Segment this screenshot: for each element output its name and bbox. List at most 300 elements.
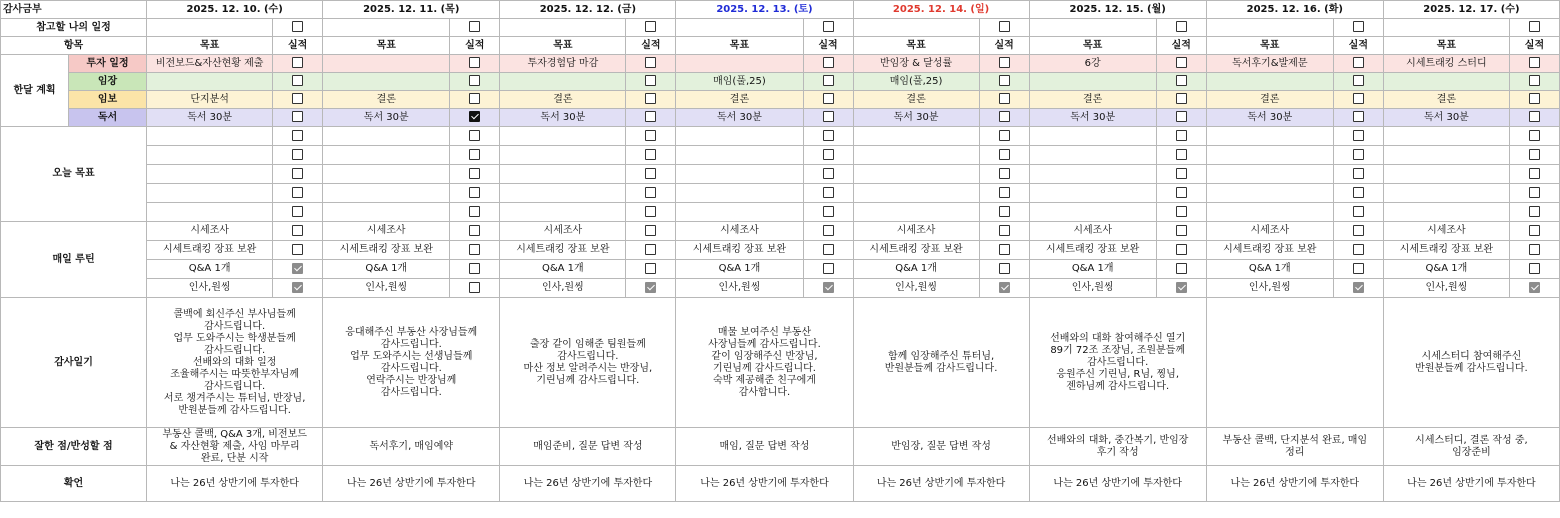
monthly-checkbox[interactable]: [1529, 111, 1540, 122]
today-goal-cell[interactable]: [1029, 203, 1156, 222]
today-goal-checkbox[interactable]: [1353, 149, 1364, 160]
monthly-goal[interactable]: 독서 30분: [500, 109, 626, 127]
ref-schedule-cell[interactable]: [1206, 19, 1333, 37]
monthly-checkbox[interactable]: [999, 93, 1010, 104]
good-bad-entry[interactable]: 선배와의 대화, 중간복기, 반임장 후기 작성: [1029, 428, 1206, 466]
monthly-checkbox[interactable]: [469, 93, 480, 104]
today-goal-cell[interactable]: [1029, 165, 1156, 184]
monthly-goal[interactable]: 독서 30분: [1206, 109, 1333, 127]
today-goal-cell[interactable]: [676, 127, 803, 146]
ref-schedule-cell[interactable]: [323, 19, 450, 37]
routine-checkbox[interactable]: [292, 225, 303, 236]
today-goal-checkbox[interactable]: [1529, 149, 1540, 160]
monthly-item-label: 임장: [69, 73, 147, 91]
today-goal-check-cell: [626, 146, 676, 165]
today-goal-checkbox[interactable]: [1529, 168, 1540, 179]
today-goal-checkbox[interactable]: [645, 130, 656, 141]
routine-check-cell: [273, 279, 323, 298]
routine-item: Q&A 1개: [500, 260, 626, 279]
routine-checkbox[interactable]: [645, 282, 656, 293]
gratitude-entry[interactable]: 콜백에 회신주신 부사님들께 감사드립니다. 업무 도와주시는 학생분들께 감사드립니다. 선배와의 대화 일정 조율해주시는 따뜻한부자님께 감사드립니다. 서로 챙겨주시는 튜터님, 반장님, 반원분들께 감사드립니다.: [147, 298, 323, 428]
ref-schedule-checkbox[interactable]: [1176, 21, 1187, 32]
today-goal-check-cell: [273, 146, 323, 165]
routine-checkbox[interactable]: [645, 263, 656, 274]
monthly-goal[interactable]: 독서 30분: [147, 109, 273, 127]
today-goal-cell[interactable]: [1029, 184, 1156, 203]
today-goal-checkbox[interactable]: [1529, 130, 1540, 141]
today-goal-checkbox[interactable]: [999, 149, 1010, 160]
monthly-check-cell: [1509, 55, 1559, 73]
routine-check-cell: [450, 222, 500, 241]
result-header: 실적: [626, 37, 676, 55]
today-goal-cell[interactable]: [500, 146, 626, 165]
routine-check-cell: [1333, 279, 1383, 298]
today-goal-check-cell: [1509, 184, 1559, 203]
monthly-goal[interactable]: [1383, 73, 1509, 91]
monthly-check-cell: [450, 73, 500, 91]
monthly-check-cell: [626, 55, 676, 73]
monthly-goal[interactable]: 매임(풀,25): [676, 73, 803, 91]
ref-schedule-checkbox[interactable]: [823, 21, 834, 32]
monthly-checkbox[interactable]: [823, 75, 834, 86]
monthly-checkbox[interactable]: [999, 57, 1010, 68]
date-header: 2025. 12. 10. (수): [147, 1, 323, 19]
routine-checkbox[interactable]: [1176, 244, 1187, 255]
routine-check-cell: [626, 241, 676, 260]
monthly-checkbox[interactable]: [1353, 57, 1364, 68]
good-bad-entry[interactable]: 시세스터디, 결론 작성 중, 임장준비: [1383, 428, 1559, 466]
today-goal-checkbox[interactable]: [292, 187, 303, 198]
monthly-goal[interactable]: [500, 73, 626, 91]
routine-item: Q&A 1개: [147, 260, 273, 279]
monthly-goal[interactable]: 투자경험담 마감: [500, 55, 626, 73]
routine-checkbox[interactable]: [645, 244, 656, 255]
routine-checkbox[interactable]: [823, 244, 834, 255]
routine-checkbox[interactable]: [823, 282, 834, 293]
monthly-goal[interactable]: 결론: [1206, 91, 1333, 109]
today-goal-checkbox[interactable]: [1529, 187, 1540, 198]
today-goal-check-cell: [1333, 184, 1383, 203]
ref-schedule-checkbox[interactable]: [469, 21, 480, 32]
today-goal-cell[interactable]: [676, 165, 803, 184]
gratitude-entry[interactable]: 응대해주신 부동산 사장님들께 감사드립니다. 업무 도와주시는 선생님들께 감사드립니다. 연락주시는 반장님께 감사드립니다.: [323, 298, 500, 428]
today-goal-checkbox[interactable]: [1529, 206, 1540, 217]
good-bad-entry[interactable]: 부동산 콜백, 단지분석 완료, 매임 정리: [1206, 428, 1383, 466]
monthly-checkbox[interactable]: [292, 57, 303, 68]
good-bad-entry[interactable]: 매임준비, 질문 답변 작성: [500, 428, 676, 466]
monthly-check-cell: [803, 91, 853, 109]
affirm-entry[interactable]: 나는 26년 상반기에 투자한다: [676, 466, 853, 502]
today-goal-cell[interactable]: [853, 203, 979, 222]
routine-check-cell: [1509, 260, 1559, 279]
monthly-goal[interactable]: [1029, 73, 1156, 91]
today-goal-cell[interactable]: [147, 146, 273, 165]
monthly-goal[interactable]: [323, 55, 450, 73]
today-goal-checkbox[interactable]: [1176, 187, 1187, 198]
affirm-entry[interactable]: 나는 26년 상반기에 투자한다: [500, 466, 676, 502]
ref-schedule-cell[interactable]: [676, 19, 803, 37]
today-goal-cell[interactable]: [1206, 184, 1333, 203]
routine-checkbox[interactable]: [1176, 225, 1187, 236]
today-goal-check-cell: [626, 165, 676, 184]
routine-item: 시세조사: [323, 222, 450, 241]
today-goal-cell[interactable]: [323, 203, 450, 222]
ref-schedule-cell[interactable]: [1383, 19, 1509, 37]
routine-item: 시세조사: [500, 222, 626, 241]
affirm-entry[interactable]: 나는 26년 상반기에 투자한다: [147, 466, 323, 502]
today-goal-checkbox[interactable]: [1353, 187, 1364, 198]
monthly-goal[interactable]: 독서 30분: [1029, 109, 1156, 127]
routine-checkbox[interactable]: [1353, 244, 1364, 255]
routine-check-cell: [1333, 260, 1383, 279]
today-goal-cell[interactable]: [147, 165, 273, 184]
monthly-checkbox[interactable]: [1176, 111, 1187, 122]
routine-checkbox[interactable]: [469, 263, 480, 274]
ref-schedule-cell[interactable]: [147, 19, 273, 37]
routine-checkbox[interactable]: [1529, 263, 1540, 274]
today-goal-check-cell: [273, 127, 323, 146]
today-goal-checkbox[interactable]: [1176, 206, 1187, 217]
today-goal-cell[interactable]: [853, 146, 979, 165]
today-goal-checkbox[interactable]: [469, 168, 480, 179]
today-goal-cell[interactable]: [676, 146, 803, 165]
monthly-goal[interactable]: 6강: [1029, 55, 1156, 73]
today-goal-cell[interactable]: [676, 203, 803, 222]
today-goal-check-cell: [1509, 146, 1559, 165]
monthly-goal[interactable]: 시세트래킹 스터디: [1383, 55, 1509, 73]
routine-checkbox[interactable]: [469, 244, 480, 255]
routine-check-cell: [626, 279, 676, 298]
monthly-goal[interactable]: 결론: [853, 91, 979, 109]
date-header: 2025. 12. 12. (금): [500, 1, 676, 19]
routine-checkbox[interactable]: [1353, 263, 1364, 274]
gratitude-entry[interactable]: 매물 보여주신 부동산 사장님들께 감사드립니다. 같이 임장해주신 반장님, 기린님께 감사드립니다. 숙박 제공해준 친구에게 감사합니다.: [676, 298, 853, 428]
today-goal-checkbox[interactable]: [292, 206, 303, 217]
today-goal-cell[interactable]: [1383, 165, 1509, 184]
today-goal-checkbox[interactable]: [292, 130, 303, 141]
today-goal-check-cell: [1333, 146, 1383, 165]
routine-checkbox[interactable]: [469, 282, 480, 293]
monthly-goal[interactable]: 독서 30분: [853, 109, 979, 127]
monthly-checkbox[interactable]: [645, 93, 656, 104]
monthly-goal[interactable]: 독서후기&발제문: [1206, 55, 1333, 73]
today-goal-cell[interactable]: [1029, 127, 1156, 146]
today-goal-checkbox[interactable]: [1176, 149, 1187, 160]
ref-schedule-checkbox[interactable]: [1353, 21, 1364, 32]
today-goal-checkbox[interactable]: [1176, 168, 1187, 179]
today-goal-cell[interactable]: [500, 127, 626, 146]
today-goal-cell[interactable]: [323, 127, 450, 146]
monthly-checkbox[interactable]: [1176, 75, 1187, 86]
monthly-goal[interactable]: 독서 30분: [676, 109, 803, 127]
monthly-checkbox[interactable]: [292, 93, 303, 104]
monthly-checkbox[interactable]: [823, 57, 834, 68]
monthly-goal[interactable]: 결론: [676, 91, 803, 109]
ref-schedule-cell[interactable]: [500, 19, 626, 37]
routine-checkbox[interactable]: [1353, 225, 1364, 236]
today-goal-checkbox[interactable]: [999, 130, 1010, 141]
today-goal-checkbox[interactable]: [823, 149, 834, 160]
goal-header: 목표: [1206, 37, 1333, 55]
routine-checkbox[interactable]: [292, 282, 303, 293]
monthly-goal[interactable]: [1206, 73, 1333, 91]
affirm-entry[interactable]: 나는 26년 상반기에 투자한다: [323, 466, 500, 502]
routine-item: 시세트래킹 장표 보완: [1383, 241, 1509, 260]
routine-check-cell: [1333, 222, 1383, 241]
today-goal-checkbox[interactable]: [823, 187, 834, 198]
today-goal-checkbox[interactable]: [823, 130, 834, 141]
today-goal-checkbox[interactable]: [645, 206, 656, 217]
monthly-checkbox[interactable]: [1529, 93, 1540, 104]
today-goal-cell[interactable]: [147, 127, 273, 146]
today-goal-check-cell: [1509, 203, 1559, 222]
affirm-entry[interactable]: 나는 26년 상반기에 투자한다: [1029, 466, 1206, 502]
today-goal-cell[interactable]: [1206, 146, 1333, 165]
today-goal-checkbox[interactable]: [999, 187, 1010, 198]
today-goal-checkbox[interactable]: [1353, 206, 1364, 217]
monthly-checkbox[interactable]: [645, 57, 656, 68]
ref-schedule-check-cell: [450, 19, 500, 37]
today-goal-checkbox[interactable]: [292, 149, 303, 160]
monthly-checkbox[interactable]: [823, 111, 834, 122]
routine-checkbox[interactable]: [1529, 244, 1540, 255]
monthly-goal[interactable]: [323, 73, 450, 91]
gratitude-entry[interactable]: 시세스터디 참여해주신 반원분들께 감사드립니다.: [1383, 298, 1559, 428]
monthly-goal[interactable]: 단지분석: [147, 91, 273, 109]
routine-item: Q&A 1개: [323, 260, 450, 279]
today-goal-checkbox[interactable]: [999, 168, 1010, 179]
today-goal-check-cell: [273, 184, 323, 203]
routine-checkbox[interactable]: [1529, 282, 1540, 293]
monthly-checkbox[interactable]: [1529, 75, 1540, 86]
monthly-checkbox[interactable]: [292, 111, 303, 122]
today-goal-cell[interactable]: [1206, 165, 1333, 184]
result-header: 실적: [273, 37, 323, 55]
routine-check-cell: [1156, 222, 1206, 241]
ref-schedule-checkbox[interactable]: [645, 21, 656, 32]
good-bad-entry[interactable]: 반임장, 질문 답변 작성: [853, 428, 1029, 466]
monthly-checkbox[interactable]: [999, 111, 1010, 122]
today-goal-cell[interactable]: [500, 184, 626, 203]
today-goal-checkbox[interactable]: [1353, 130, 1364, 141]
good-bad-entry[interactable]: 부동산 콜백, Q&A 3개, 비전보드 & 자산현황 제출, 사임 마무리 완료, 단분 시작: [147, 428, 323, 466]
routine-check-cell: [1156, 260, 1206, 279]
result-header: 실적: [450, 37, 500, 55]
today-goal-checkbox[interactable]: [999, 206, 1010, 217]
routine-checkbox[interactable]: [1176, 282, 1187, 293]
routine-checkbox[interactable]: [292, 244, 303, 255]
routine-item: 인사,원씽: [1383, 279, 1509, 298]
monthly-check-cell: [450, 55, 500, 73]
today-goal-cell[interactable]: [323, 184, 450, 203]
today-goal-check-cell: [803, 165, 853, 184]
monthly-check-cell: [273, 91, 323, 109]
gratitude-entry[interactable]: 출장 같이 임해준 팀원들께 감사드립니다. 마산 정보 알려주시는 반장님, 기린님께 감사드립니다.: [500, 298, 676, 428]
gratitude-entry[interactable]: [1206, 298, 1383, 428]
monthly-checkbox[interactable]: [469, 57, 480, 68]
today-goal-check-cell: [803, 184, 853, 203]
routine-checkbox[interactable]: [999, 282, 1010, 293]
today-goal-checkbox[interactable]: [1176, 130, 1187, 141]
today-goal-cell[interactable]: [500, 165, 626, 184]
today-goal-cell[interactable]: [853, 184, 979, 203]
monthly-goal[interactable]: 반임장 & 달성률: [853, 55, 979, 73]
monthly-check-cell: [1156, 73, 1206, 91]
routine-checkbox[interactable]: [469, 225, 480, 236]
monthly-check-cell: [979, 73, 1029, 91]
routine-item: 시세조사: [676, 222, 803, 241]
today-goal-checkbox[interactable]: [645, 168, 656, 179]
monthly-goal[interactable]: 매임(풀,25): [853, 73, 979, 91]
today-goal-check-cell: [1333, 165, 1383, 184]
monthly-check-cell: [1333, 73, 1383, 91]
monthly-goal[interactable]: 결론: [500, 91, 626, 109]
today-goal-cell[interactable]: [853, 127, 979, 146]
result-header: 실적: [1156, 37, 1206, 55]
routine-checkbox[interactable]: [999, 263, 1010, 274]
monthly-checkbox[interactable]: [1176, 57, 1187, 68]
today-goal-checkbox[interactable]: [292, 168, 303, 179]
today-goal-cell[interactable]: [1383, 127, 1509, 146]
good-bad-entry[interactable]: 매임, 질문 답변 작성: [676, 428, 853, 466]
monthly-checkbox[interactable]: [469, 75, 480, 86]
routine-checkbox[interactable]: [292, 263, 303, 274]
monthly-goal[interactable]: 결론: [1383, 91, 1509, 109]
monthly-item-label: 독서: [69, 109, 147, 127]
goal-header: 목표: [147, 37, 273, 55]
today-goal-check-cell: [273, 165, 323, 184]
routine-checkbox[interactable]: [645, 225, 656, 236]
routine-checkbox[interactable]: [1529, 225, 1540, 236]
routine-check-cell: [979, 260, 1029, 279]
result-header: 실적: [1509, 37, 1559, 55]
today-goal-cell[interactable]: [1206, 127, 1333, 146]
corner-label: 감사금부: [1, 1, 147, 19]
monthly-check-cell: [979, 109, 1029, 127]
monthly-check-cell: [1509, 109, 1559, 127]
today-goal-check-cell: [1156, 146, 1206, 165]
today-goal-cell[interactable]: [1383, 146, 1509, 165]
ref-schedule-checkbox[interactable]: [999, 21, 1010, 32]
today-goal-check-cell: [1156, 165, 1206, 184]
routine-checkbox[interactable]: [1353, 282, 1364, 293]
monthly-goal[interactable]: [147, 73, 273, 91]
monthly-checkbox[interactable]: [645, 75, 656, 86]
goal-header: 목표: [500, 37, 626, 55]
routine-item: 시세트래킹 장표 보완: [323, 241, 450, 260]
monthly-goal[interactable]: 결론: [323, 91, 450, 109]
routine-checkbox[interactable]: [823, 263, 834, 274]
monthly-checkbox[interactable]: [1353, 93, 1364, 104]
routine-item: 시세조사: [853, 222, 979, 241]
routine-checkbox[interactable]: [823, 225, 834, 236]
routine-item: 인사,원씽: [1206, 279, 1333, 298]
goal-header: 목표: [1383, 37, 1509, 55]
good-bad-entry[interactable]: 독서후기, 매임예약: [323, 428, 500, 466]
ref-schedule-cell[interactable]: [853, 19, 979, 37]
monthly-check-cell: [1509, 73, 1559, 91]
monthly-checkbox[interactable]: [645, 111, 656, 122]
today-goal-cell[interactable]: [147, 203, 273, 222]
goal-header: 목표: [1029, 37, 1156, 55]
gratitude-entry[interactable]: 함께 임장해주신 튜터님, 반원분들께 감사드립니다.: [853, 298, 1029, 428]
affirm-entry[interactable]: 나는 26년 상반기에 투자한다: [1383, 466, 1559, 502]
today-goal-cell[interactable]: [1383, 203, 1509, 222]
monthly-plan-label: 한달 계획: [1, 55, 69, 127]
routine-checkbox[interactable]: [999, 244, 1010, 255]
today-goal-checkbox[interactable]: [469, 149, 480, 160]
today-goal-checkbox[interactable]: [823, 168, 834, 179]
routine-check-cell: [979, 241, 1029, 260]
today-goal-checkbox[interactable]: [823, 206, 834, 217]
monthly-goal[interactable]: 독서 30분: [1383, 109, 1509, 127]
today-goal-cell[interactable]: [1206, 203, 1333, 222]
monthly-checkbox[interactable]: [999, 75, 1010, 86]
monthly-checkbox[interactable]: [1353, 111, 1364, 122]
routine-check-cell: [1333, 241, 1383, 260]
today-goal-cell[interactable]: [323, 146, 450, 165]
monthly-checkbox[interactable]: [1176, 93, 1187, 104]
monthly-goal[interactable]: 결론: [1029, 91, 1156, 109]
routine-item: 시세조사: [1206, 222, 1333, 241]
ref-schedule-cell[interactable]: [1029, 19, 1156, 37]
monthly-checkbox[interactable]: [1353, 75, 1364, 86]
today-goal-checkbox[interactable]: [469, 130, 480, 141]
today-goal-cell[interactable]: [147, 184, 273, 203]
today-goal-checkbox[interactable]: [645, 149, 656, 160]
today-goal-checkbox[interactable]: [1353, 168, 1364, 179]
routine-check-cell: [803, 222, 853, 241]
today-goal-checkbox[interactable]: [469, 206, 480, 217]
gratitude-entry[interactable]: 선배와의 대화 참여해주신 열기 89기 72조 조장님, 조원분들께 감사드립니다. 응원주신 기린님, R님, 찡님, 젠하님께 감사드립니다.: [1029, 298, 1206, 428]
routine-check-cell: [273, 241, 323, 260]
monthly-check-cell: [1509, 91, 1559, 109]
monthly-checkbox[interactable]: [823, 93, 834, 104]
today-goal-cell[interactable]: [1383, 184, 1509, 203]
today-goal-checkbox[interactable]: [469, 187, 480, 198]
ref-schedule-checkbox[interactable]: [292, 21, 303, 32]
routine-item: Q&A 1개: [1206, 260, 1333, 279]
today-goal-checkbox[interactable]: [645, 187, 656, 198]
routine-item: 시세조사: [147, 222, 273, 241]
monthly-checkbox[interactable]: [469, 111, 480, 122]
routine-checkbox[interactable]: [999, 225, 1010, 236]
today-goal-cell[interactable]: [676, 184, 803, 203]
routine-item: 인사,원씽: [147, 279, 273, 298]
monthly-check-cell: [803, 55, 853, 73]
monthly-check-cell: [273, 55, 323, 73]
monthly-checkbox[interactable]: [292, 75, 303, 86]
today-goal-cell[interactable]: [853, 165, 979, 184]
routine-checkbox[interactable]: [1176, 263, 1187, 274]
monthly-checkbox[interactable]: [1529, 57, 1540, 68]
affirm-entry[interactable]: 나는 26년 상반기에 투자한다: [853, 466, 1029, 502]
date-header: 2025. 12. 15. (월): [1029, 1, 1206, 19]
monthly-check-cell: [1156, 55, 1206, 73]
monthly-goal[interactable]: 독서 30분: [323, 109, 450, 127]
today-goal-check-cell: [1333, 127, 1383, 146]
today-goal-cell[interactable]: [323, 165, 450, 184]
ref-schedule-label: 참고할 나의 일정: [1, 19, 147, 37]
monthly-goal[interactable]: [676, 55, 803, 73]
ref-schedule-checkbox[interactable]: [1529, 21, 1540, 32]
today-goal-cell[interactable]: [500, 203, 626, 222]
today-goal-check-cell: [979, 165, 1029, 184]
affirm-entry[interactable]: 나는 26년 상반기에 투자한다: [1206, 466, 1383, 502]
monthly-goal[interactable]: 비전보드&자산현황 제출: [147, 55, 273, 73]
today-goal-check-cell: [626, 127, 676, 146]
today-goal-cell[interactable]: [1029, 146, 1156, 165]
